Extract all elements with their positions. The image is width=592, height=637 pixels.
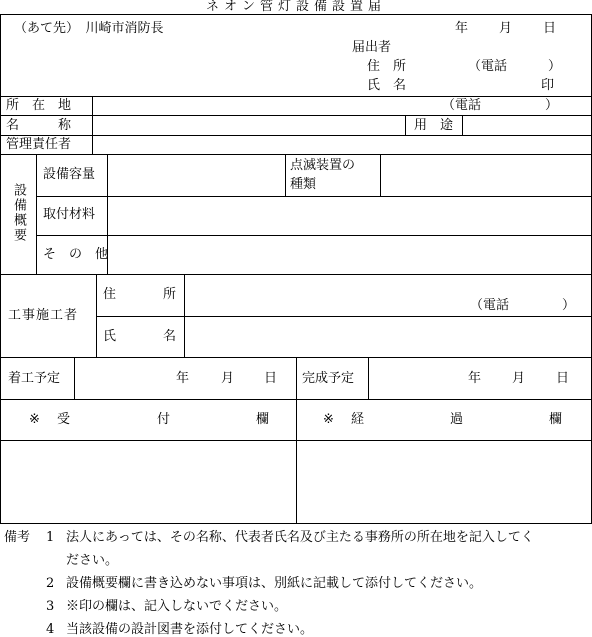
- applicant-phone-close: ）: [548, 59, 562, 74]
- note-1-text: 法人にあっては、その名称、代表者氏名及び主たる事務所の所在地を記入してく: [66, 530, 534, 545]
- location-phone-close: ）: [545, 98, 559, 113]
- progress-char-3: 欄: [549, 412, 563, 427]
- note-4-number: 4: [46, 622, 55, 637]
- note-3-text: ※印の欄は、記入しないでください。: [66, 599, 288, 614]
- finish-day-label: 日: [556, 371, 570, 386]
- blink-device-label-2: 種類: [290, 177, 317, 192]
- manager-label: 管理責任者: [6, 137, 72, 152]
- blink-device-label: 点滅装置の: [290, 158, 356, 173]
- date-year-label: 年: [455, 21, 469, 36]
- receipt-char-2: 付: [157, 412, 171, 427]
- progress-mark: ※: [323, 412, 334, 427]
- contractor-phone-label: （電話: [470, 298, 510, 313]
- receipt-mark: ※: [29, 412, 40, 427]
- notes-label: 備考: [4, 530, 31, 545]
- form-title: ネオン管灯設備設置届: [205, 0, 386, 14]
- applicant-address-label: 住 所: [367, 59, 407, 74]
- material-label: 取付材料: [43, 207, 96, 222]
- overview-section-label: 設備概要: [11, 183, 26, 243]
- finish-year-label: 年: [468, 371, 482, 386]
- note-4-text: 当該設備の設計図書を添付してください。: [66, 622, 314, 637]
- location-label: 所 在 地: [6, 98, 72, 113]
- receipt-char-1: 受: [57, 412, 71, 427]
- contractor-address-label-a: 住: [103, 287, 117, 302]
- facility-name-label: 名 称: [6, 118, 72, 133]
- applicant-label: 届出者: [352, 40, 392, 55]
- date-day-label: 日: [543, 21, 557, 36]
- location-phone-label: （電話: [442, 98, 482, 113]
- applicant-name-label: 氏 名: [367, 78, 407, 93]
- note-1-number: 1: [46, 530, 55, 545]
- receipt-char-3: 欄: [256, 412, 270, 427]
- start-year-label: 年: [176, 371, 190, 386]
- finish-date-label: 完成予定: [302, 371, 355, 386]
- start-date-label: 着工予定: [8, 371, 61, 386]
- contractor-address-label-b: 所: [163, 287, 177, 302]
- progress-char-2: 過: [450, 412, 464, 427]
- other-label: そ の 他: [43, 247, 109, 262]
- note-2-text: 設備概要欄に書き込めない事項は、別紙に記載して添付してください。: [66, 576, 483, 591]
- note-2-number: 2: [46, 576, 55, 591]
- note-3-number: 3: [46, 599, 55, 614]
- contractor-section-label: 工事施工者: [8, 308, 79, 323]
- finish-month-label: 月: [512, 371, 526, 386]
- applicant-phone-label: （電話: [468, 59, 508, 74]
- start-day-label: 日: [264, 371, 278, 386]
- seal-mark: 印: [541, 78, 555, 93]
- contractor-name-label-a: 氏: [103, 329, 117, 344]
- note-1-continued: ださい。: [66, 553, 119, 568]
- start-month-label: 月: [221, 371, 235, 386]
- date-month-label: 月: [499, 21, 513, 36]
- contractor-phone-close: ）: [562, 298, 576, 313]
- progress-char-1: 経: [351, 412, 365, 427]
- addressee: （あて先） 川崎市消防長: [14, 21, 164, 36]
- capacity-label: 設備容量: [43, 167, 96, 182]
- use-label: 用 途: [414, 118, 454, 133]
- contractor-name-label-b: 名: [163, 329, 177, 344]
